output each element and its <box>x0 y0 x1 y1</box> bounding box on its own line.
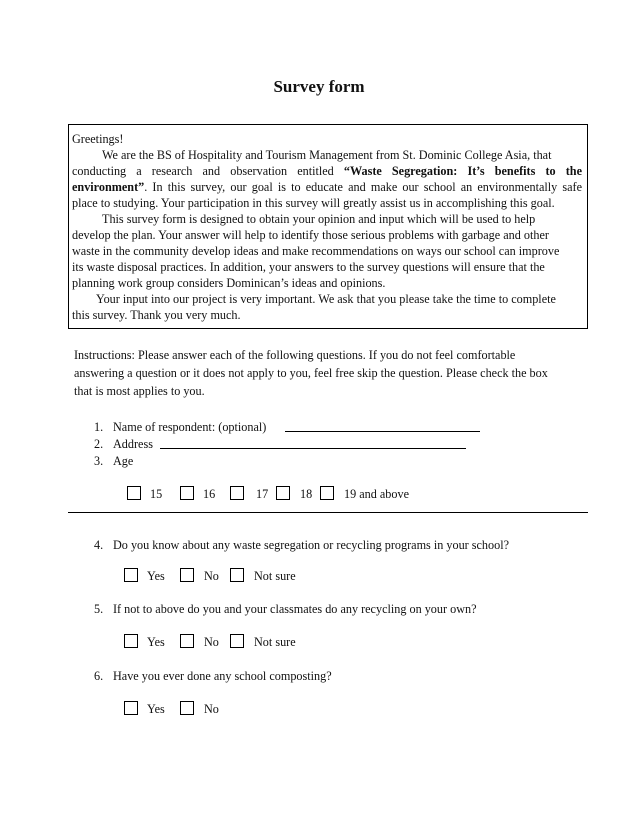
q6-no-checkbox[interactable] <box>180 701 194 715</box>
instructions-line1: Instructions: Please answer each of the following questions. If you do not feel comfortable <box>74 348 516 362</box>
intro-p2-line2: develop the plan. Your answer will help to identify those serious problems with garbage and other <box>72 228 549 242</box>
q1-number: 1. <box>94 420 104 434</box>
q2-number: 2. <box>94 437 104 451</box>
q6-yes-checkbox[interactable] <box>124 701 138 715</box>
intro-p2-line1: This survey form is designed to obtain your opinion and input which will be used to help <box>102 212 536 226</box>
q5-label: If not to above do you and your classmates do any recycling on your own? <box>113 602 477 616</box>
q5-not-sure-checkbox[interactable] <box>230 634 244 648</box>
q4-not-sure-label: Not sure <box>254 569 296 583</box>
age-17-checkbox[interactable] <box>230 486 244 500</box>
age-19-and-above-checkbox[interactable] <box>320 486 334 500</box>
intro-p2-line4: its waste disposal practices. In addition, your answers to the survey questions will ensure that the <box>72 260 545 274</box>
instructions-line3: that is most applies to you. <box>74 384 205 398</box>
q6-no-label: No <box>204 702 219 716</box>
q4-no-checkbox[interactable] <box>180 568 194 582</box>
age-18-label: 18 <box>300 487 313 501</box>
age-16-label: 16 <box>203 487 216 501</box>
q6-yes-label: Yes <box>147 702 165 716</box>
intro-p2-line5: planning work group considers Dominican’s ideas and opinions. <box>72 276 386 290</box>
intro-p1-line2: conducting a research and observation entitled “Waste Segregation: It’s benefits to the <box>72 164 582 178</box>
age-16-checkbox[interactable] <box>180 486 194 500</box>
q4-number: 4. <box>94 538 104 552</box>
q4-not-sure-checkbox[interactable] <box>230 568 244 582</box>
q6-number: 6. <box>94 669 104 683</box>
q6-label: Have you ever done any school composting? <box>113 669 332 683</box>
q5-not-sure-label: Not sure <box>254 635 296 649</box>
q5-no-label: No <box>204 635 219 649</box>
q5-yes-checkbox[interactable] <box>124 634 138 648</box>
q3-number: 3. <box>94 454 104 468</box>
age-15-label: 15 <box>150 487 163 501</box>
page-title: Survey form <box>273 77 365 96</box>
intro-p3-line1: Your input into our project is very important. We ask that you please take the time to complete <box>96 292 556 306</box>
q1-label: Name of respondent: (optional) <box>113 420 267 434</box>
q5-number: 5. <box>94 602 104 616</box>
q2-label: Address <box>113 437 153 451</box>
q5-yes-label: Yes <box>147 635 165 649</box>
age-19-and-above-label: 19 and above <box>344 487 409 501</box>
q5-no-checkbox[interactable] <box>180 634 194 648</box>
q4-no-label: No <box>204 569 219 583</box>
intro-p3-line2: this survey. Thank you very much. <box>72 308 241 322</box>
age-17-label: 17 <box>256 487 269 501</box>
age-15-checkbox[interactable] <box>127 486 141 500</box>
instructions-line2: answering a question or it does not apply to you, feel free skip the question. Please check the box <box>74 366 548 380</box>
intro-p1-line4: place to studying. Your participation in this survey will greatly assist us in accomplishing this goal. <box>72 196 555 210</box>
address-input-line[interactable] <box>160 448 466 449</box>
intro-p1-line3: environment”. In this survey, our goal is to educate and make our school an environmentally safe <box>72 180 582 194</box>
name-input-line[interactable] <box>285 431 480 432</box>
intro-p1-line1: We are the BS of Hospitality and Tourism Management from St. Dominic College Asia, that <box>102 148 552 162</box>
age-18-checkbox[interactable] <box>276 486 290 500</box>
greeting: Greetings! <box>72 132 124 146</box>
q4-yes-label: Yes <box>147 569 165 583</box>
q4-label: Do you know about any waste segregation or recycling programs in your school? <box>113 538 509 552</box>
q3-label: Age <box>113 454 134 468</box>
section-divider <box>68 512 588 513</box>
intro-p2-line3: waste in the community develop ideas and make recommendations on ways our school can improve <box>72 244 560 258</box>
q4-yes-checkbox[interactable] <box>124 568 138 582</box>
